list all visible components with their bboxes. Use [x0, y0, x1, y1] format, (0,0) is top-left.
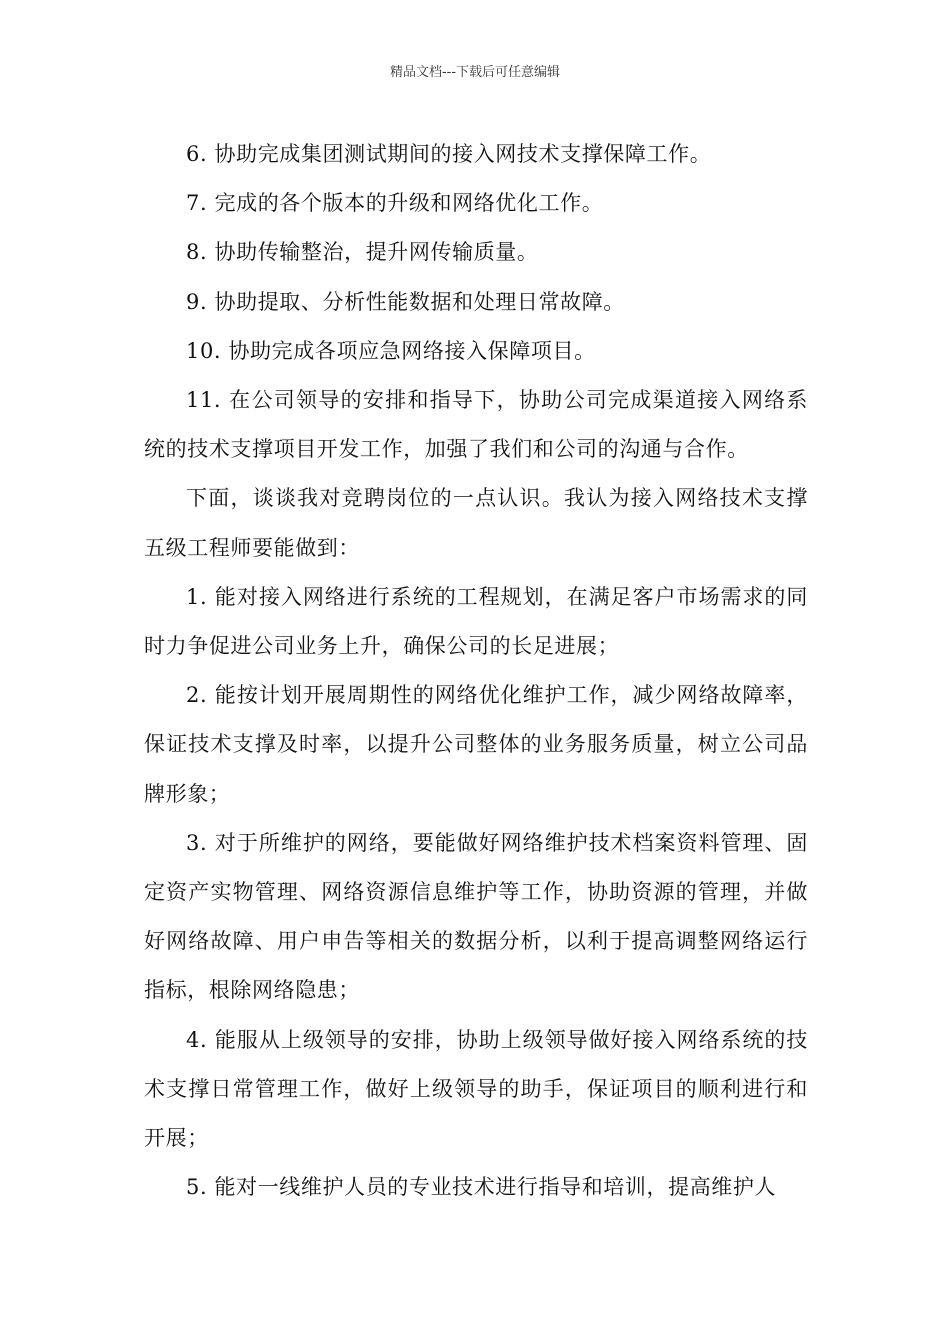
paragraph-item-6: 6. 协助完成集团测试期间的接入网技术支撑保障工作。 — [186, 142, 712, 166]
paragraph-item-9: 9. 协助提取、分析性能数据和处理日常故障。 — [186, 289, 625, 314]
paragraph-item-10: 10. 协助完成各项应急网络接入保障项目。 — [186, 338, 596, 363]
paragraph-item-7: 7. 完成的各个版本的升级和网络优化工作。 — [186, 191, 604, 216]
paragraph-intro: 下面，谈谈我对竞聘岗位的一点认识。我认为接入网络技术支撑五级工程师要能做到： — [144, 486, 808, 560]
paragraph-requirement-2: 2. 能按计划开展周期性的网络优化维护工作，减少网络故障率，保证技术支撑及时率，以提升公司整体的业务服务质量，树立公司品牌形象； — [144, 683, 808, 806]
paragraph-requirement-4: 4. 能服从上级领导的安排，协助上级领导做好接入网络系统的技术支撑日常管理工作，做好上级领导的助手，保证项目的顺利进行和开展； — [144, 1027, 808, 1151]
document-body — [144, 130, 808, 1212]
page-header: 精品文档---下载后可任意编辑 — [389, 65, 561, 80]
paragraph-requirement-3: 3. 对于所维护的网络，要能做好网络维护技术档案资料管理、固定资产实物管理、网络资源信息维护等工作，协助资源的管理，并做好网络故障、用户申告等相关的数据分析，以利于提高调整网络运行指标，根除网络隐患； — [144, 830, 808, 1003]
paragraph-requirement-1: 1. 能对接入网络进行系统的工程规划，在满足客户市场需求的同时力争促进公司业务上升，确保公司的长足进展； — [144, 584, 808, 659]
paragraph-requirement-5: 5. 能对一线维护人员的专业技术进行指导和培训，提高维护人 — [186, 1175, 777, 1200]
paragraph-item-11: 11. 在公司领导的安排和指导下，协助公司完成渠道接入网络系统的技术支撑项目开发工作，加强了我们和公司的沟通与合作。 — [144, 388, 808, 462]
paragraph-item-8: 8. 协助传输整治，提升网传输质量。 — [186, 240, 539, 265]
